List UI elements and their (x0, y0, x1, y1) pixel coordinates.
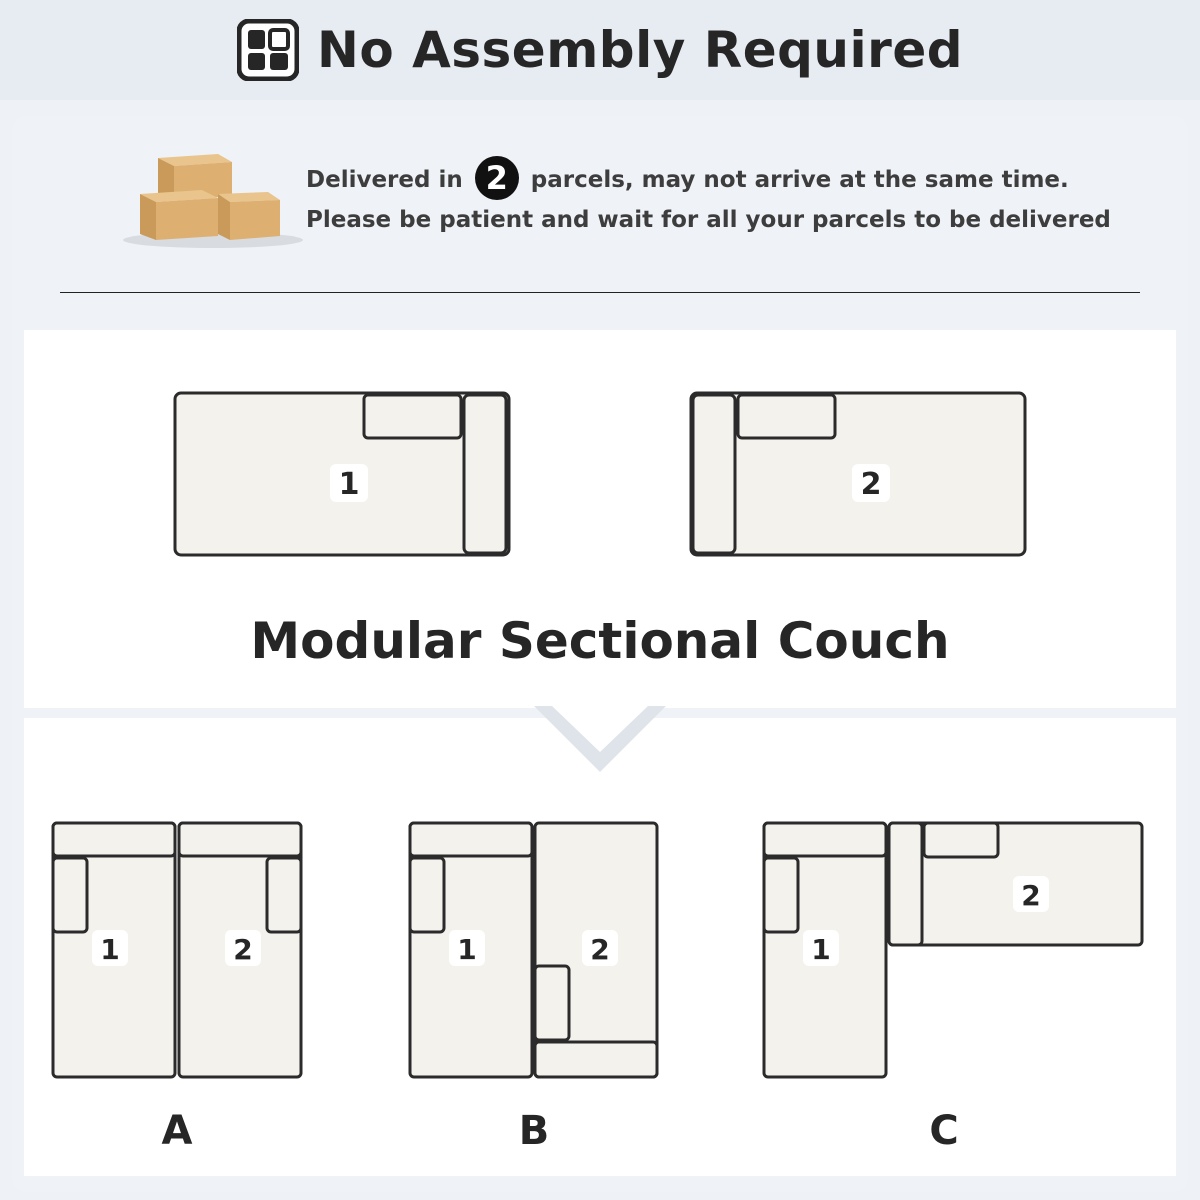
chevron-down-icon (534, 706, 666, 772)
config-a-diagram (50, 820, 304, 1080)
config-a-letter: A (161, 1108, 193, 1154)
cardboard-boxes-icon (118, 148, 308, 248)
config-a-label-2: 2 (233, 933, 253, 966)
product-title: Modular Sectional Couch (250, 612, 950, 670)
config-b-label-1: 1 (457, 933, 477, 966)
delivery-line1-before: Delivered in (306, 167, 463, 193)
config-a-label-1: 1 (100, 933, 120, 966)
delivery-line2: Please be patient and wait for all your parcels to be delivered (306, 207, 1111, 233)
config-c-label-1: 1 (811, 933, 831, 966)
module-2-label: 2 (860, 467, 882, 502)
module-2-diagram (688, 390, 1028, 560)
modules-grid-icon (237, 19, 299, 81)
header-bar (0, 0, 1200, 100)
config-c-label-2: 2 (1021, 879, 1041, 912)
divider (60, 292, 1140, 293)
delivery-line1-after: parcels, may not arrive at the same time. (530, 167, 1069, 193)
config-c-diagram (761, 820, 1145, 1080)
module-1-label: 1 (338, 467, 360, 502)
delivery-note (306, 160, 1146, 240)
config-b-letter: B (518, 1108, 550, 1154)
config-c-letter: C (929, 1108, 959, 1154)
page-title: No Assembly Required (316, 21, 964, 79)
config-b-label-2: 2 (590, 933, 610, 966)
module-1-diagram (172, 390, 512, 560)
config-b-diagram (407, 820, 661, 1080)
parcel-count-badge: 2 (475, 156, 519, 200)
